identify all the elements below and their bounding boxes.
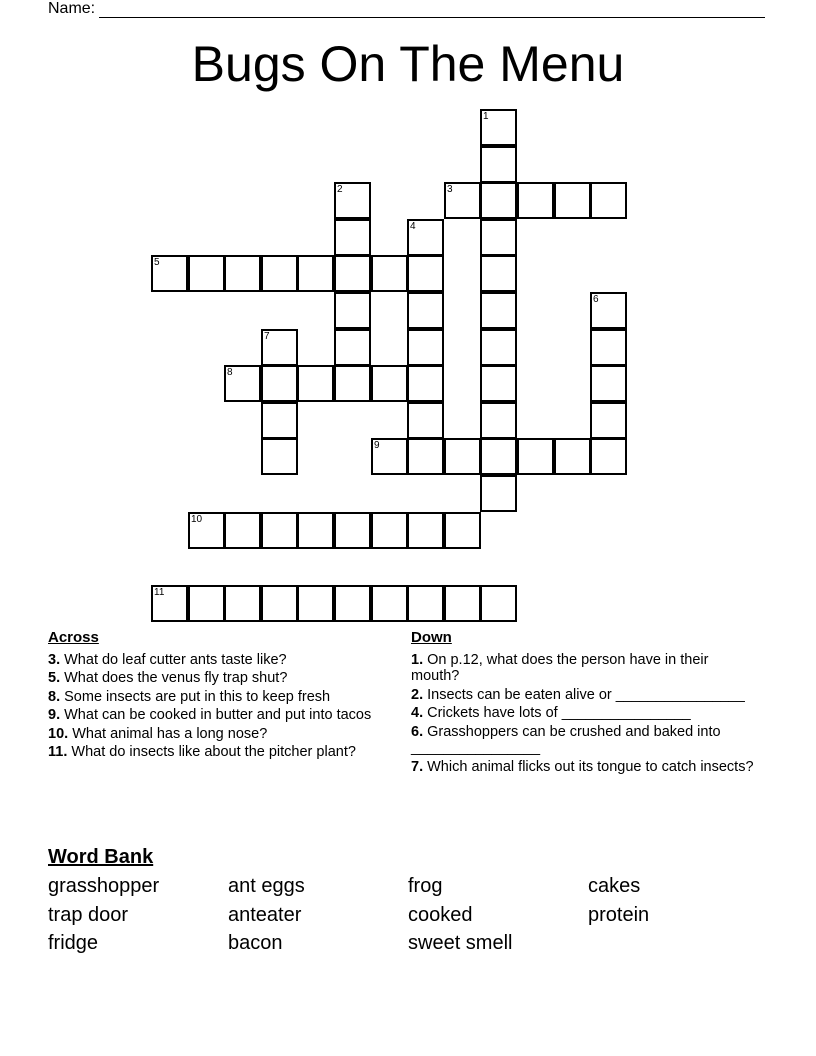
crossword-cell[interactable] [261, 255, 298, 292]
down-clue: 6. Grasshoppers can be crushed and baked into ________________ [411, 723, 721, 756]
crossword-cell[interactable] [480, 365, 517, 402]
crossword-cell[interactable] [480, 292, 517, 329]
crossword-cell[interactable] [297, 365, 334, 402]
across-clue: 8. Some insects are put in this to keep fresh [48, 688, 331, 705]
crossword-cell[interactable] [444, 585, 481, 622]
word-bank-word: protein [588, 904, 650, 926]
crossword-cell[interactable] [261, 585, 298, 622]
page-title: Bugs On The Menu [191, 36, 625, 92]
crossword-cell[interactable] [554, 438, 591, 475]
down-clue: 7. Which animal flicks out its tongue to catch insects? [411, 758, 754, 775]
clue-number: 10 [191, 514, 203, 525]
across-clue: 5. What does the venus fly trap shut? [48, 670, 288, 686]
crossword-cell[interactable] [151, 585, 188, 622]
crossword-cell[interactable] [480, 255, 517, 292]
crossword-cell[interactable] [371, 585, 408, 622]
name-field-line[interactable] [48, 0, 765, 18]
crossword-cell[interactable] [444, 512, 481, 549]
crossword-cell[interactable] [334, 292, 371, 329]
name-label: Name: [48, 0, 96, 17]
crossword-cell[interactable] [297, 585, 334, 622]
crossword-cell[interactable] [444, 182, 481, 219]
crossword-cell[interactable] [517, 182, 554, 219]
crossword-cell[interactable] [334, 182, 371, 219]
across-clue: 3. What do leaf cutter ants taste like? [48, 651, 287, 668]
crossword-cell[interactable] [407, 329, 444, 366]
crossword-cell[interactable] [224, 255, 261, 292]
crossword-cell[interactable] [188, 512, 225, 549]
crossword-cell[interactable] [261, 365, 298, 402]
clue-number: 3 [447, 184, 453, 195]
crossword-cell[interactable] [224, 365, 261, 402]
across-clue: 10. What animal has a long nose? [48, 725, 268, 742]
crossword-cell[interactable] [590, 292, 627, 329]
across-clues [48, 630, 393, 763]
crossword-cell[interactable] [590, 438, 627, 475]
word-bank-word: frog [408, 875, 443, 897]
crossword-cell[interactable] [407, 402, 444, 439]
name-blank[interactable] [99, 3, 765, 18]
crossword-cell[interactable] [188, 585, 225, 622]
crossword-cell[interactable] [554, 182, 591, 219]
crossword-cell[interactable] [224, 512, 261, 549]
crossword-cell[interactable] [407, 585, 444, 622]
crossword-cell[interactable] [151, 255, 188, 292]
crossword-cell[interactable] [480, 109, 517, 146]
crossword-cell[interactable] [371, 365, 408, 402]
crossword-cell[interactable] [297, 512, 334, 549]
crossword-cell[interactable] [334, 255, 371, 292]
word-bank-word: ant eggs [228, 875, 305, 897]
crossword-cell[interactable] [407, 255, 444, 292]
crossword-cell[interactable] [480, 329, 517, 366]
crossword-cell[interactable] [590, 182, 627, 219]
across-clue: 11. What do insects like about the pitcher plant? [48, 744, 356, 760]
crossword-cell[interactable] [407, 365, 444, 402]
crossword-cell[interactable] [480, 585, 517, 622]
crossword-cell[interactable] [261, 438, 298, 475]
crossword-cell[interactable] [334, 585, 371, 622]
down-clue: 1. On p.12, what does the person have in their mouth? [411, 651, 709, 684]
crossword-cell[interactable] [407, 438, 444, 475]
crossword-cell[interactable] [590, 329, 627, 366]
clue-number: 1 [483, 111, 489, 122]
crossword-cell[interactable] [297, 255, 334, 292]
word-bank-word: grasshopper [48, 875, 160, 897]
crossword-cell[interactable] [407, 512, 444, 549]
crossword-cell[interactable] [261, 329, 298, 366]
across-clue: 9. What can be cooked in butter and put into tacos [48, 707, 372, 723]
crossword-cell[interactable] [480, 146, 517, 183]
word-bank-word: bacon [228, 932, 283, 954]
clue-number: 9 [374, 440, 380, 451]
crossword-cell[interactable] [480, 438, 517, 475]
clue-number: 7 [264, 331, 270, 342]
clue-number: 8 [227, 367, 233, 378]
across-heading: Across [48, 629, 99, 646]
crossword-cell[interactable] [480, 182, 517, 219]
clue-number: 6 [593, 294, 599, 305]
down-clue: 4. Crickets have lots of ________________ [411, 705, 691, 721]
crossword-cell[interactable] [480, 402, 517, 439]
down-heading: Down [411, 629, 452, 646]
crossword-cell[interactable] [444, 438, 481, 475]
crossword-cell[interactable] [480, 219, 517, 256]
word-bank-word: sweet smell [408, 932, 513, 954]
crossword-cell[interactable] [334, 219, 371, 256]
crossword-cell[interactable] [334, 512, 371, 549]
crossword-cell[interactable] [407, 292, 444, 329]
crossword-cell[interactable] [261, 402, 298, 439]
crossword-cell[interactable] [224, 585, 261, 622]
word-bank-word: fridge [48, 932, 99, 954]
crossword-cell[interactable] [590, 365, 627, 402]
clue-number: 5 [154, 257, 160, 268]
crossword-cell[interactable] [261, 512, 298, 549]
word-bank-word: anteater [228, 904, 302, 926]
clue-number: 4 [410, 221, 416, 232]
word-bank-word: cakes [588, 875, 641, 897]
crossword-cell[interactable] [334, 365, 371, 402]
clue-number: 11 [154, 587, 165, 598]
crossword-cell[interactable] [334, 329, 371, 366]
down-clue: 2. Insects can be eaten alive or ________________ [411, 686, 745, 703]
crossword-cell[interactable] [407, 219, 444, 256]
crossword-cell[interactable] [480, 475, 517, 512]
clue-number: 2 [337, 184, 343, 195]
down-clues [411, 630, 756, 777]
word-bank-word: cooked [408, 904, 473, 926]
crossword-cell[interactable] [188, 255, 225, 292]
crossword-cell[interactable] [371, 512, 408, 549]
crossword-cell[interactable] [517, 438, 554, 475]
word-bank-title: Word Bank [48, 846, 154, 868]
crossword-cell[interactable] [590, 402, 627, 439]
crossword-cell[interactable] [371, 255, 408, 292]
word-bank-word: trap door [48, 904, 129, 926]
crossword-cell[interactable] [371, 438, 408, 475]
